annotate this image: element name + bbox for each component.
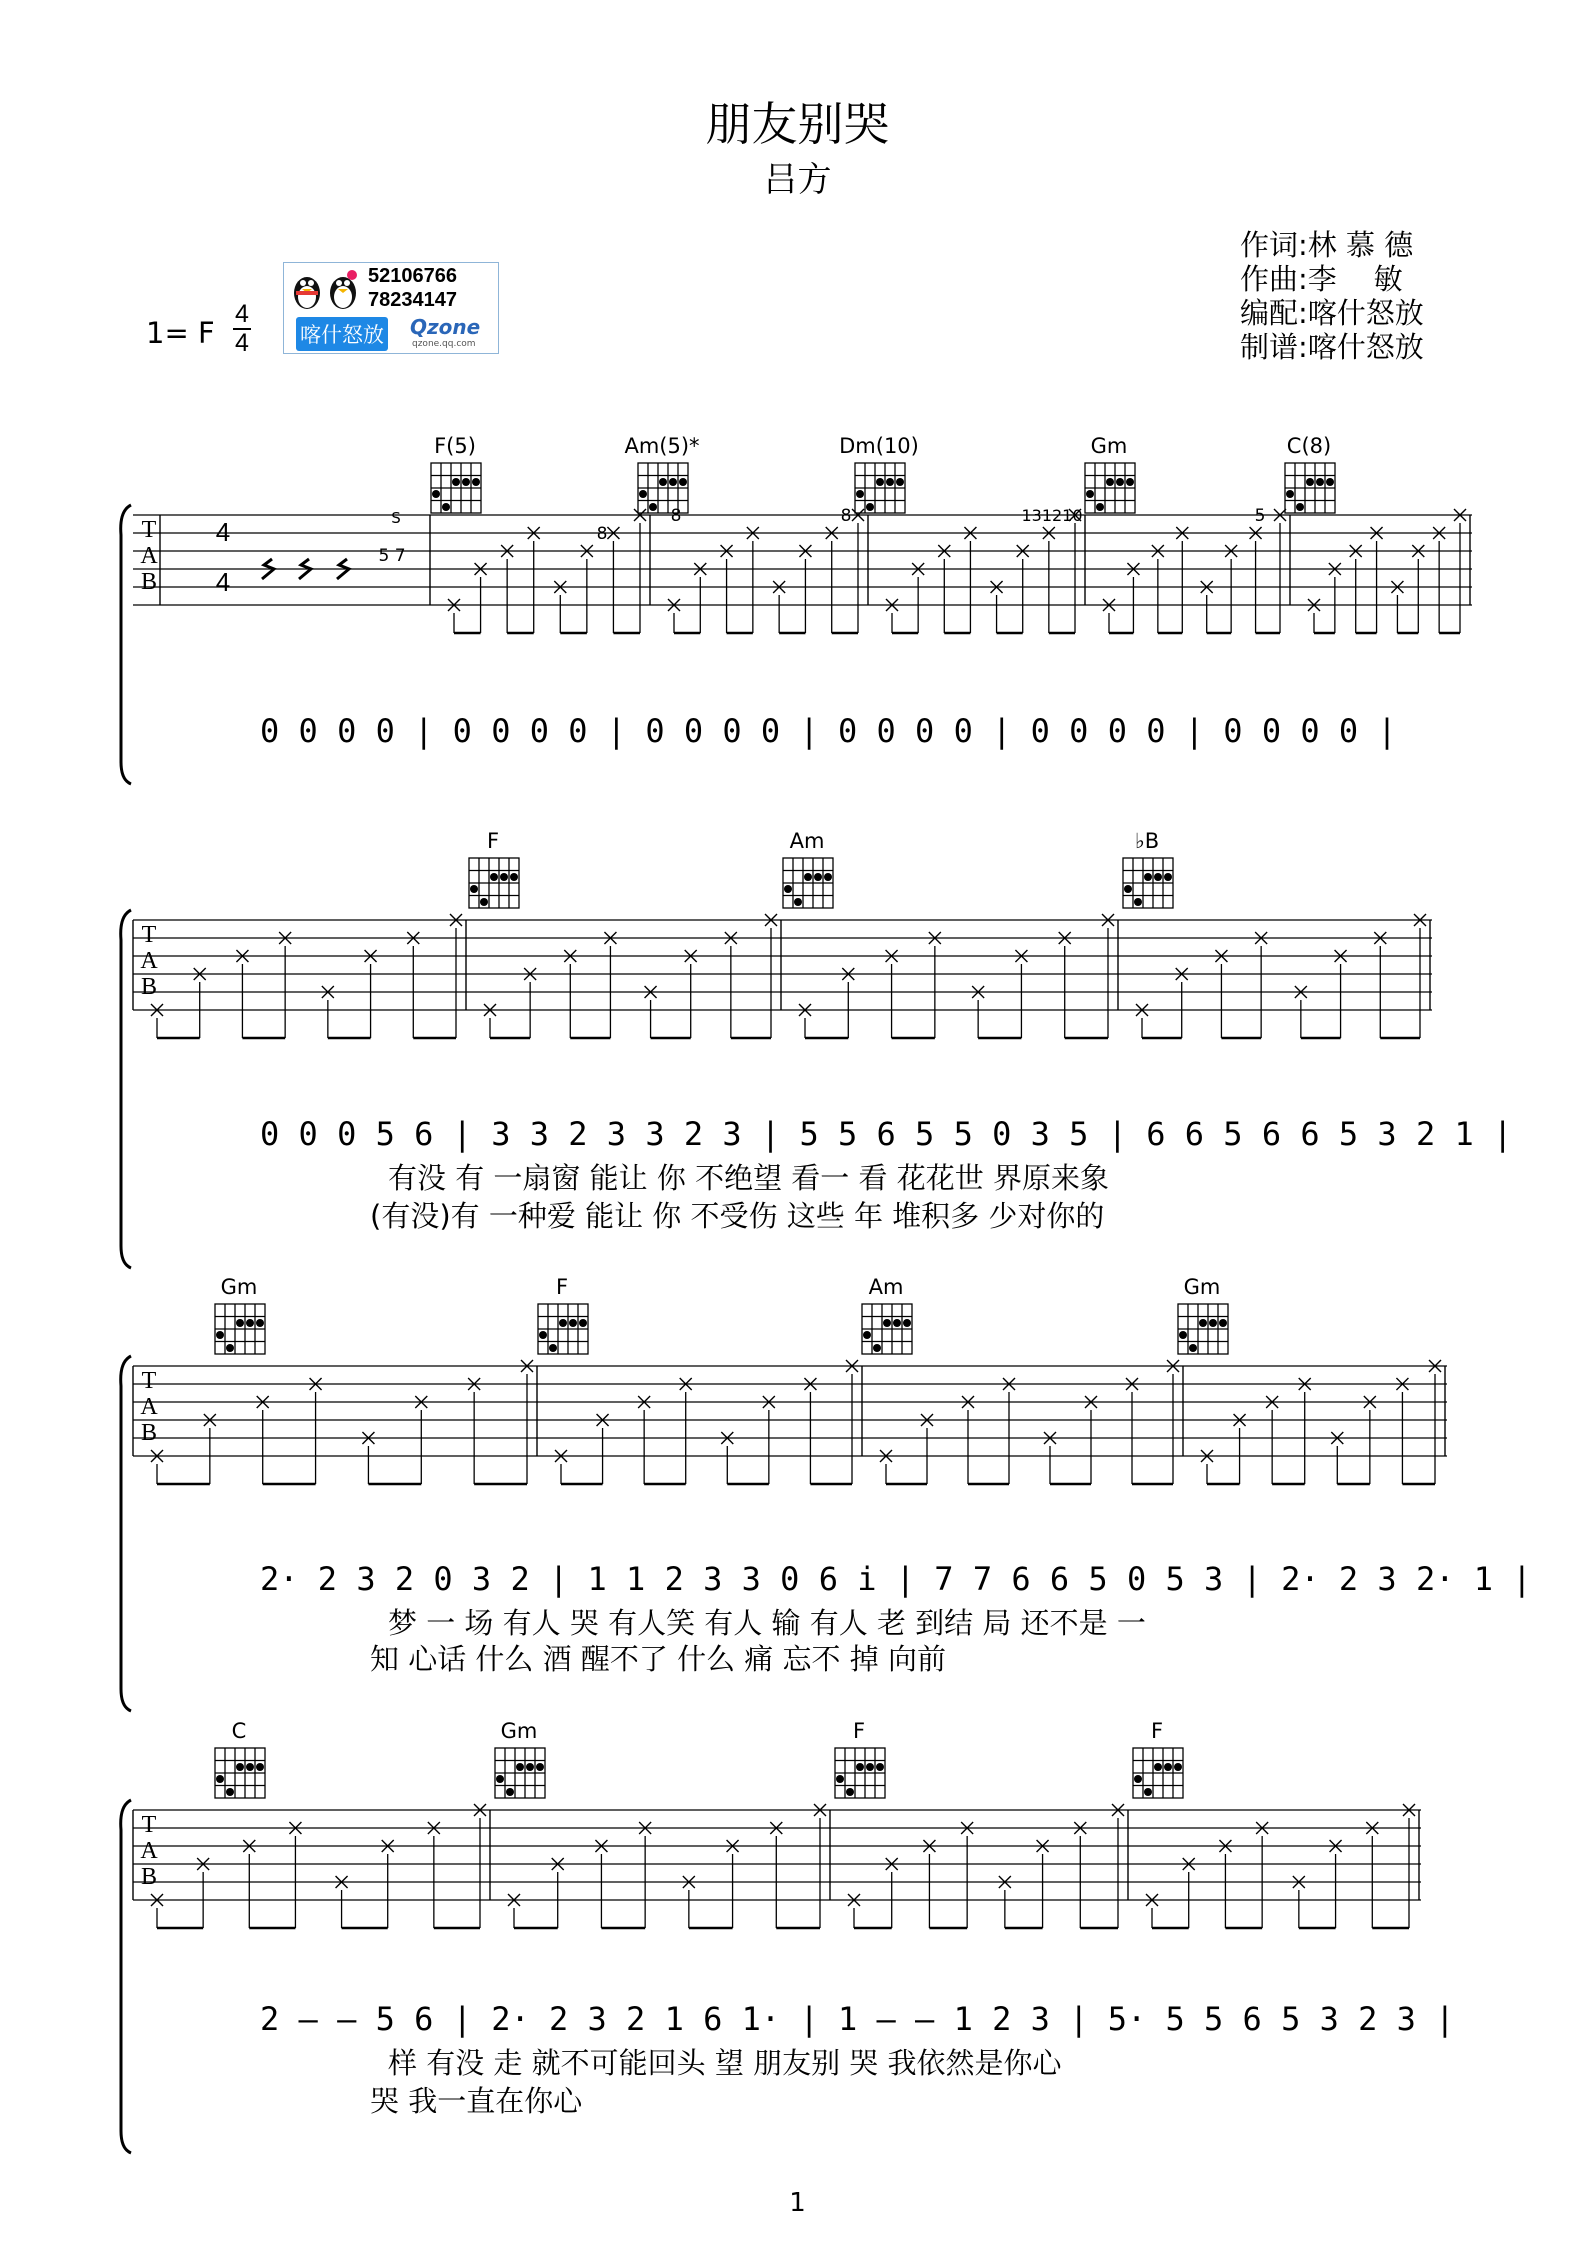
chord-finger-dot	[1174, 1763, 1182, 1771]
logo-brand: 喀什怒放	[296, 317, 388, 351]
time-sig-top: 4	[235, 300, 249, 328]
lyrics-verse-1: 样 有没 走 就不可能回头 望 朋友别 哭 我依然是你心	[388, 2046, 1062, 2080]
chord-finger-dot	[1189, 1344, 1197, 1352]
chord-finger-dot	[679, 478, 687, 486]
chord-name: Am(5)*	[624, 434, 700, 458]
chord-finger-dot	[1164, 873, 1172, 881]
tab-letter: B	[140, 1420, 158, 1446]
chord-name: Gm	[1183, 1275, 1221, 1299]
chord-finger-dot	[516, 1763, 524, 1771]
chord-finger-dot	[1134, 1775, 1142, 1783]
tab-letter: A	[140, 543, 158, 569]
chord-finger-dot	[536, 1763, 544, 1771]
chord-diagram	[431, 463, 481, 513]
chord-finger-dot	[846, 1788, 854, 1796]
chord-name: Gm	[220, 1275, 258, 1299]
credit-lyricist: 作词:林 慕 德	[1240, 228, 1414, 262]
chord-diagram	[783, 858, 833, 908]
credit-transcriber: 制谱:喀什怒放	[1240, 330, 1424, 364]
chord-finger-dot	[236, 1319, 244, 1327]
slide-mark: S	[391, 509, 401, 527]
chord-finger-dot	[804, 873, 812, 881]
chord-finger-dot	[496, 1775, 504, 1783]
chord-finger-dot	[500, 873, 508, 881]
tab-number: 5 7	[378, 546, 406, 566]
chord-finger-dot	[1164, 1763, 1172, 1771]
chord-finger-dot	[876, 1763, 884, 1771]
tab-letter: T	[141, 922, 157, 948]
chord-finger-dot	[883, 1319, 891, 1327]
tab-number: 8	[840, 506, 852, 526]
chord-finger-dot	[1154, 873, 1162, 881]
chord-finger-dot	[246, 1319, 254, 1327]
chord-name: F	[852, 1719, 866, 1743]
chord-finger-dot	[1124, 885, 1132, 893]
logo-site: qzone.qq.com	[412, 339, 476, 349]
chord-finger-dot	[442, 503, 450, 511]
chord-finger-dot	[506, 1788, 514, 1796]
lyrics-verse-2: 哭 我一直在你心	[370, 2084, 583, 2118]
chord-name: F(5)	[434, 434, 476, 458]
chord-finger-dot	[246, 1763, 254, 1771]
chord-diagram	[862, 1304, 912, 1354]
chord-finger-dot	[559, 1319, 567, 1327]
chord-finger-dot	[569, 1319, 577, 1327]
chord-finger-dot	[824, 873, 832, 881]
chord-finger-dot	[876, 478, 884, 486]
chord-diagram	[1285, 463, 1335, 513]
chord-name: Gm	[500, 1719, 538, 1743]
chord-diagram	[1085, 463, 1135, 513]
chord-finger-dot	[856, 490, 864, 498]
chord-finger-dot	[1106, 478, 1114, 486]
chord-finger-dot	[510, 873, 518, 881]
tab-number: 5	[1254, 506, 1266, 526]
chord-finger-dot	[236, 1763, 244, 1771]
chord-finger-dot	[1144, 873, 1152, 881]
chord-diagram	[215, 1304, 265, 1354]
chord-finger-dot	[863, 1331, 871, 1339]
chord-finger-dot	[226, 1788, 234, 1796]
chord-name: C	[231, 1719, 247, 1743]
chord-finger-dot	[896, 478, 904, 486]
chord-diagram	[1123, 858, 1173, 908]
chord-diagram	[538, 1304, 588, 1354]
chord-name: Am	[789, 829, 825, 853]
chord-finger-dot	[873, 1344, 881, 1352]
tab-letter: B	[140, 974, 158, 1000]
system-bracket	[121, 910, 131, 1268]
system-bracket	[121, 1356, 131, 1711]
chord-diagram	[469, 858, 519, 908]
tab-letter: T	[141, 1368, 157, 1394]
chord-finger-dot	[1179, 1331, 1187, 1339]
system-bracket	[121, 505, 131, 784]
chord-name: F	[486, 829, 500, 853]
tab-number: 8	[670, 506, 682, 526]
chord-finger-dot	[1154, 1763, 1162, 1771]
chord-finger-dot	[480, 898, 488, 906]
tab-letter: B	[140, 1864, 158, 1890]
tab-time-sig-top: 4	[215, 517, 231, 547]
chord-finger-dot	[256, 1319, 264, 1327]
tab-letter: T	[141, 517, 157, 543]
chord-name: Gm	[1090, 434, 1128, 458]
chord-name: Am	[868, 1275, 904, 1299]
credit-composer: 作曲:李 敏	[1240, 262, 1403, 296]
jianpu-notation: 0 0 0 0 | 0 0 0 0 | 0 0 0 0 | 0 0 0 0 | 0 0 0 0 | 0 0 0 0 |	[260, 712, 1397, 750]
artist-name: 吕方	[763, 160, 832, 200]
lyrics-verse-2: (有没)有 一种爱 能让 你 不受伤 这些 年 堆积多 少对你的	[370, 1199, 1105, 1233]
chord-name: F	[555, 1275, 569, 1299]
chord-finger-dot	[549, 1344, 557, 1352]
credit-arranger: 编配:喀什怒放	[1240, 296, 1424, 330]
chord-finger-dot	[1199, 1319, 1207, 1327]
chord-finger-dot	[836, 1775, 844, 1783]
chord-finger-dot	[1116, 478, 1124, 486]
chord-finger-dot	[490, 873, 498, 881]
chord-finger-dot	[256, 1763, 264, 1771]
chord-finger-dot	[1296, 503, 1304, 511]
system-bracket	[121, 1800, 131, 2153]
chord-finger-dot	[470, 885, 478, 893]
lyrics-verse-1: 有没 有 一扇窗 能让 你 不绝望 看一 看 花花世 界原来象	[388, 1161, 1109, 1195]
chord-finger-dot	[784, 885, 792, 893]
chord-finger-dot	[639, 490, 647, 498]
chord-finger-dot	[539, 1331, 547, 1339]
tab-number: 8	[596, 524, 608, 544]
chord-finger-dot	[794, 898, 802, 906]
tab-letter: T	[141, 1812, 157, 1838]
jianpu-notation: 0 0 0 5 6 | 3 3 2 3 3 2 3 | 5 5 6 5 5 0 3 5 | 6 6 5 6 6 5 3 2 1 |	[260, 1115, 1513, 1153]
logo-qzone: Qzone	[410, 315, 481, 339]
chord-finger-dot	[669, 478, 677, 486]
song-title: 朋友别哭	[705, 97, 890, 151]
key-signature: 1= F	[146, 316, 215, 350]
chord-finger-dot	[452, 478, 460, 486]
chord-finger-dot	[432, 490, 440, 498]
chord-diagram	[835, 1748, 885, 1798]
tab-time-sig-bottom: 4	[215, 567, 231, 597]
chord-finger-dot	[1126, 478, 1134, 486]
chord-finger-dot	[526, 1763, 534, 1771]
chord-diagram	[495, 1748, 545, 1798]
tab-number: 131210	[1021, 506, 1083, 525]
chord-finger-dot	[1134, 898, 1142, 906]
chord-finger-dot	[814, 873, 822, 881]
chord-finger-dot	[1306, 478, 1314, 486]
chord-name: ♭B	[1134, 829, 1160, 853]
chord-diagram	[1178, 1304, 1228, 1354]
chord-finger-dot	[226, 1344, 234, 1352]
tab-letter: A	[140, 1838, 158, 1864]
chord-finger-dot	[1086, 490, 1094, 498]
chord-diagram	[1133, 1748, 1183, 1798]
chord-finger-dot	[856, 1763, 864, 1771]
qq-number-2: 78234147	[368, 289, 457, 311]
chord-finger-dot	[866, 503, 874, 511]
chord-finger-dot	[462, 478, 470, 486]
time-sig-bottom: 4	[235, 329, 249, 357]
lyrics-verse-2: 知 心话 什么 酒 醒不了 什么 痛 忘不 掉 向前	[370, 1642, 946, 1676]
chord-finger-dot	[866, 1763, 874, 1771]
chord-finger-dot	[903, 1319, 911, 1327]
chord-name: C(8)	[1286, 434, 1332, 458]
chord-finger-dot	[216, 1331, 224, 1339]
chord-finger-dot	[659, 478, 667, 486]
chord-finger-dot	[649, 503, 657, 511]
tab-letter: A	[140, 1394, 158, 1420]
chord-finger-dot	[579, 1319, 587, 1327]
lyrics-verse-1: 梦 一 场 有人 哭 有人笑 有人 输 有人 老 到结 局 还不是 一	[388, 1606, 1146, 1640]
chord-finger-dot	[886, 478, 894, 486]
tab-letter: B	[140, 569, 158, 595]
chord-diagram	[215, 1748, 265, 1798]
chord-finger-dot	[1286, 490, 1294, 498]
chord-name: F	[1150, 1719, 1164, 1743]
chord-finger-dot	[1209, 1319, 1217, 1327]
page-number: 1	[789, 2188, 806, 2218]
chord-finger-dot	[1096, 503, 1104, 511]
chord-finger-dot	[893, 1319, 901, 1327]
chord-finger-dot	[1219, 1319, 1227, 1327]
jianpu-notation: 2· 2 3 2 0 3 2 | 1 1 2 3 3 0 6 i | 7 7 6 6 5 0 5 3 | 2· 2 3 2· 1 |	[260, 1560, 1532, 1598]
tab-letter: A	[140, 948, 158, 974]
chord-name: Dm(10)	[839, 434, 919, 458]
chord-finger-dot	[216, 1775, 224, 1783]
chord-finger-dot	[472, 478, 480, 486]
chord-finger-dot	[1326, 478, 1334, 486]
qq-number-1: 52106766	[368, 265, 457, 287]
jianpu-notation: 2 — — 5 6 | 2· 2 3 2 1 6 1· | 1 — — 1 2 3 | 5· 5 5 6 5 3 2 3 |	[260, 2000, 1455, 2038]
chord-finger-dot	[1144, 1788, 1152, 1796]
chord-finger-dot	[1316, 478, 1324, 486]
chord-diagram	[855, 463, 905, 513]
